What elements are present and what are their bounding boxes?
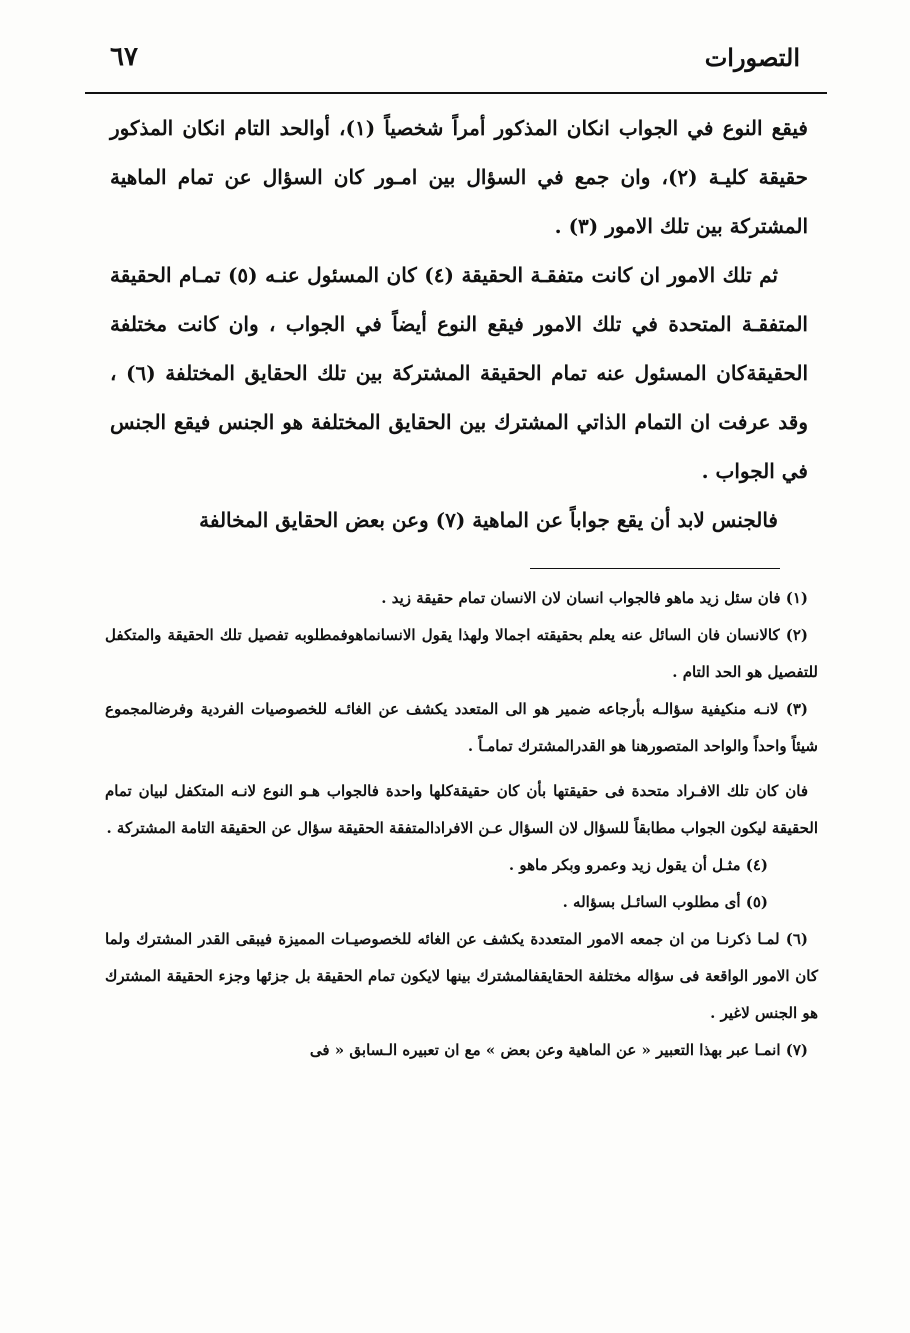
footnote-5: (٥) أى مطلوب السائـل بسؤاله . bbox=[562, 893, 768, 911]
footnote-4: (٤) مثـل أن يقول زيد وعمرو وبكر ماهو . bbox=[508, 856, 768, 874]
footnote-7: (٧) انمـا عبر بهذا التعبير « عن الماهية وعن بعض » مع ان تعبيره الـسابق « فى bbox=[309, 1041, 808, 1059]
footnote-divider bbox=[530, 568, 780, 569]
page-number: ٦٧ bbox=[110, 42, 138, 72]
body-paragraph-3: فالجنس لابد أن يقع جواباً عن الماهية (٧) وعن بعض الحقايق المخالفة bbox=[199, 508, 778, 532]
footnote-3: (٣) لانـه منكيفية سؤالـه بأرجاعه ضمير هو الى المتعدد يكشف عن الغائـه للخصوصيات الفردية وفرضالمجموع شيئاً واحداً والواحد المتصورهنا هو القدرالمشترك تمامـاً . bbox=[105, 700, 818, 755]
chapter-title: التصورات bbox=[704, 42, 800, 72]
footnote-3-continuation: فان كان تلك الافـراد متحدة فى حقيقتها بأن كان حقيقةكلها واحدة فالجواب هـو النوع لانـه المتكفل لبيان تمام الحقيقة ليكون الجواب مطابقاً للسؤال لان السؤال عـن الافرادالمتفقة الحقيقة سؤال عن الحقيقة التامة المشتركة . bbox=[105, 782, 818, 837]
main-text bbox=[110, 104, 808, 545]
footnotes bbox=[105, 580, 818, 1069]
footnote-2: (٢) كالانسان فان السائل عنه يعلم بحقيقته اجمالا ولهذا يقول الانسانماهوفمطلوبه تفصيل تلك الحقيقة والمتكفل للتفصيل هو الحد التام . bbox=[105, 626, 818, 681]
page-header bbox=[110, 32, 800, 82]
body-paragraph-2: ثم تلك الامور ان كانت متفقـة الحقيقة (٤) كان المسئول عنـه (٥) تمـام الحقيقة المتفقـة المتحدة في تلك الامور فيقع النوع أيضاً في الجواب ، وان كانت مختلفة الحقيقةكان المسئول عنه تمام الحقيقة المشتركة بين تلك الحقايق المختلفة (٦) ، وقد عرفت ان التمام الذاتي المشترك بين الحقايق المختلفة هو الجنس فيقع الجنس في الجواب . bbox=[110, 263, 808, 483]
header-divider bbox=[85, 92, 827, 94]
footnote-1: (١) فان سئل زيد ماهو فالجواب انسان لان الانسان تمام حقيقة زيد . bbox=[381, 589, 808, 607]
footnote-6: (٦) لمـا ذكرنـا من ان جمعه الامور المتعددة يكشف عن الغائه للخصوصيـات المميزة فيبقى القدر المشترك ولما كان الامور الواقعة فى سؤاله مختلفة الحقايقفالمشترك بينها لايكون تمام الحقيقة بل جزئها وجزء الحقيقة المشترك هو الجنس لاغير . bbox=[105, 930, 818, 1022]
body-paragraph-1: فيقع النوع في الجواب انكان المذكور أمراً شخصياً (١)، أوالحد التام انكان المذكور حقيقة كليـة (٢)، وان جمع في السؤال بين امـور كان السؤال عن تمام الماهية المشتركة بين تلك الامور (٣) . bbox=[110, 116, 808, 238]
